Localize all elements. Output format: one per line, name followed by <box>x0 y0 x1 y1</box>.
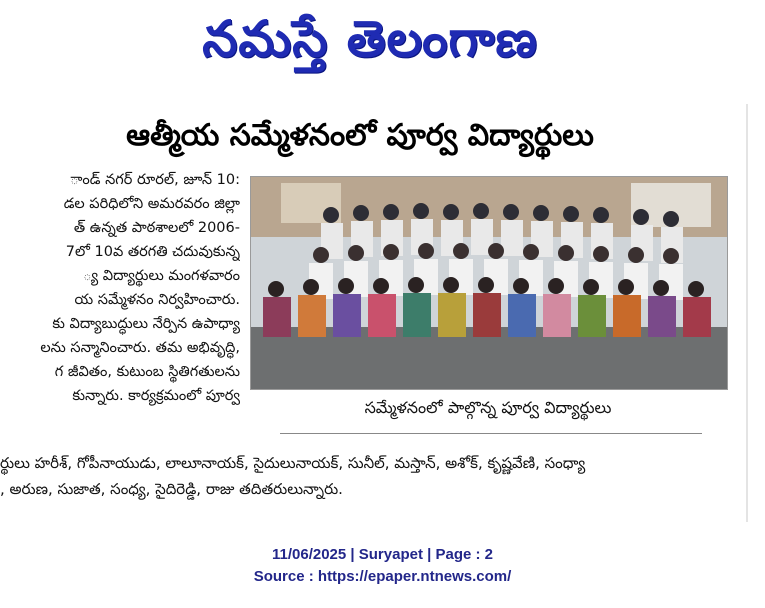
newspaper-clipping <box>0 104 748 522</box>
body-line: డల పరిధిలోని అమరవరం జిల్లా <box>63 196 240 212</box>
caption-rule <box>280 433 702 434</box>
closing-line: , అరుణ, సుజాత, సంధ్య, సైదిరెడ్డి, రాజు తదితరులున్నారు. <box>0 480 343 498</box>
body-line: కున్నారు. కార్యక్రమంలో పూర్వ <box>72 388 240 404</box>
group-photo <box>250 176 728 390</box>
photo-caption: సమ్మేళనంలో పాల్గొన్న పూర్వ విద్యార్థులు <box>364 398 612 417</box>
article-body <box>0 168 240 408</box>
body-line: ్య విద్యార్థులు మంగళవారం <box>83 268 240 284</box>
body-line: 7లో 10వ తరగతి చదువుకున్న <box>65 244 240 260</box>
body-line: గ జీవితం, కుటుంబ స్థితిగతులను <box>54 364 240 380</box>
article-headline: ఆత్మీయ సమ్మేళనంలో పూర్వ విద్యార్థులు <box>126 118 594 153</box>
group-photo-illustration <box>251 177 727 389</box>
body-line: లను సన్మానించారు. తమ అభివృద్ధి, <box>40 340 240 356</box>
article-closing <box>0 450 748 502</box>
body-line: య సమ్మేళనం నిర్వహించారు. <box>74 292 240 308</box>
closing-line: ర్థులు హరీశ్, గోపీనాయుడు, లాలూనాయక్, సైదులునాయక్, సునీల్, మస్తాన్, అశోక్, కృష్ణవేణి, సంధ్యా <box>0 454 586 472</box>
footer-date-line: 11/06/2025 | Suryapet | Page : 2 <box>271 546 494 563</box>
masthead-title: నమస్తే తెలంగాణ <box>202 9 538 68</box>
source-footer <box>0 544 765 588</box>
body-line: త్ ఉన్నత పాఠశాలలో 2006- <box>73 220 240 236</box>
footer-source-line: Source : https://epaper.ntnews.com/ <box>253 568 512 585</box>
body-line: కు విద్యాబుద్ధులు నేర్పిన ఉపాధ్యా <box>52 316 240 332</box>
body-line: ాండ్ నగర్ రూరల్, జూన్ 10: <box>70 172 240 188</box>
